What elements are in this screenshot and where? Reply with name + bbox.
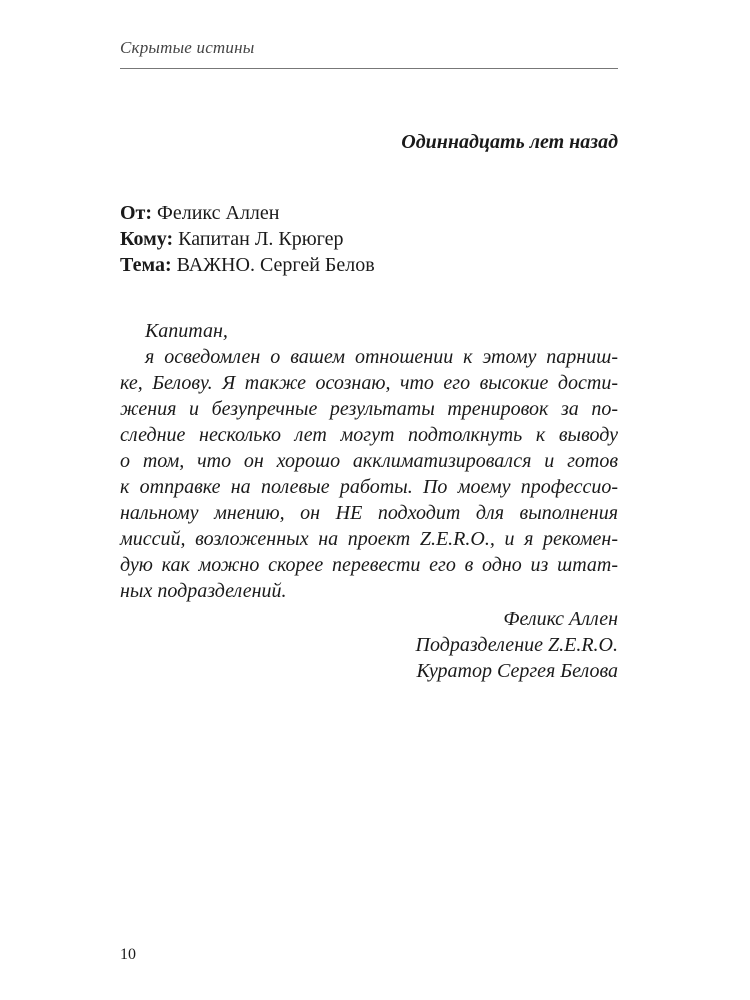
letter-line: жения и безупречные результаты тренировок за по- bbox=[120, 398, 618, 420]
letter-body bbox=[120, 318, 618, 604]
signature-block bbox=[416, 606, 618, 684]
running-head: Скрытые истины bbox=[120, 38, 255, 57]
memo-from-row bbox=[120, 200, 620, 226]
memo-to-label: Кому: bbox=[120, 228, 174, 250]
signature-unit: Подразделение Z.E.R.O. bbox=[415, 634, 618, 656]
memo-to-row bbox=[120, 226, 620, 252]
letter-line: ке, Белову. Я также осознаю, что его высокие дости- bbox=[120, 372, 618, 394]
memo-subject-label: Тема: bbox=[120, 254, 172, 276]
letter-line: я осведомлен о вашем отношении к этому парниш- bbox=[145, 346, 618, 368]
letter-line: следние несколько лет могут подтолкнуть к выводу bbox=[120, 424, 618, 446]
letter-line: о том, что он хорошо акклиматизировался и готов bbox=[120, 450, 618, 472]
signature-role: Куратор Сергея Белова bbox=[416, 660, 618, 682]
header-rule bbox=[120, 68, 618, 69]
letter-salutation: Капитан, bbox=[145, 320, 228, 342]
letter-line: дую как можно скорее перевести его в одно из штат- bbox=[120, 554, 618, 576]
chapter-heading: Одиннадцать лет назад bbox=[401, 131, 618, 153]
memo-to-value: Капитан Л. Крюгер bbox=[178, 228, 344, 250]
memo-subject-value: ВАЖНО. Сергей Белов bbox=[176, 254, 375, 276]
letter-line: ных подразделений. bbox=[120, 580, 287, 602]
memo-subject-row bbox=[120, 252, 620, 278]
letter-line: миссий, возложенных на проект Z.E.R.O., и я рекомен- bbox=[120, 528, 618, 550]
letter-line: нальному мнению, он НЕ подходит для выполнения bbox=[120, 502, 618, 524]
letter-line: к отправке на полевые работы. По моему профессио- bbox=[120, 476, 618, 498]
signature-name: Феликс Аллен bbox=[503, 608, 618, 630]
memo-from-value: Феликс Аллен bbox=[157, 202, 280, 224]
memo-from-label: От: bbox=[120, 202, 153, 224]
page-number: 10 bbox=[120, 946, 136, 963]
memo-header bbox=[120, 200, 620, 278]
